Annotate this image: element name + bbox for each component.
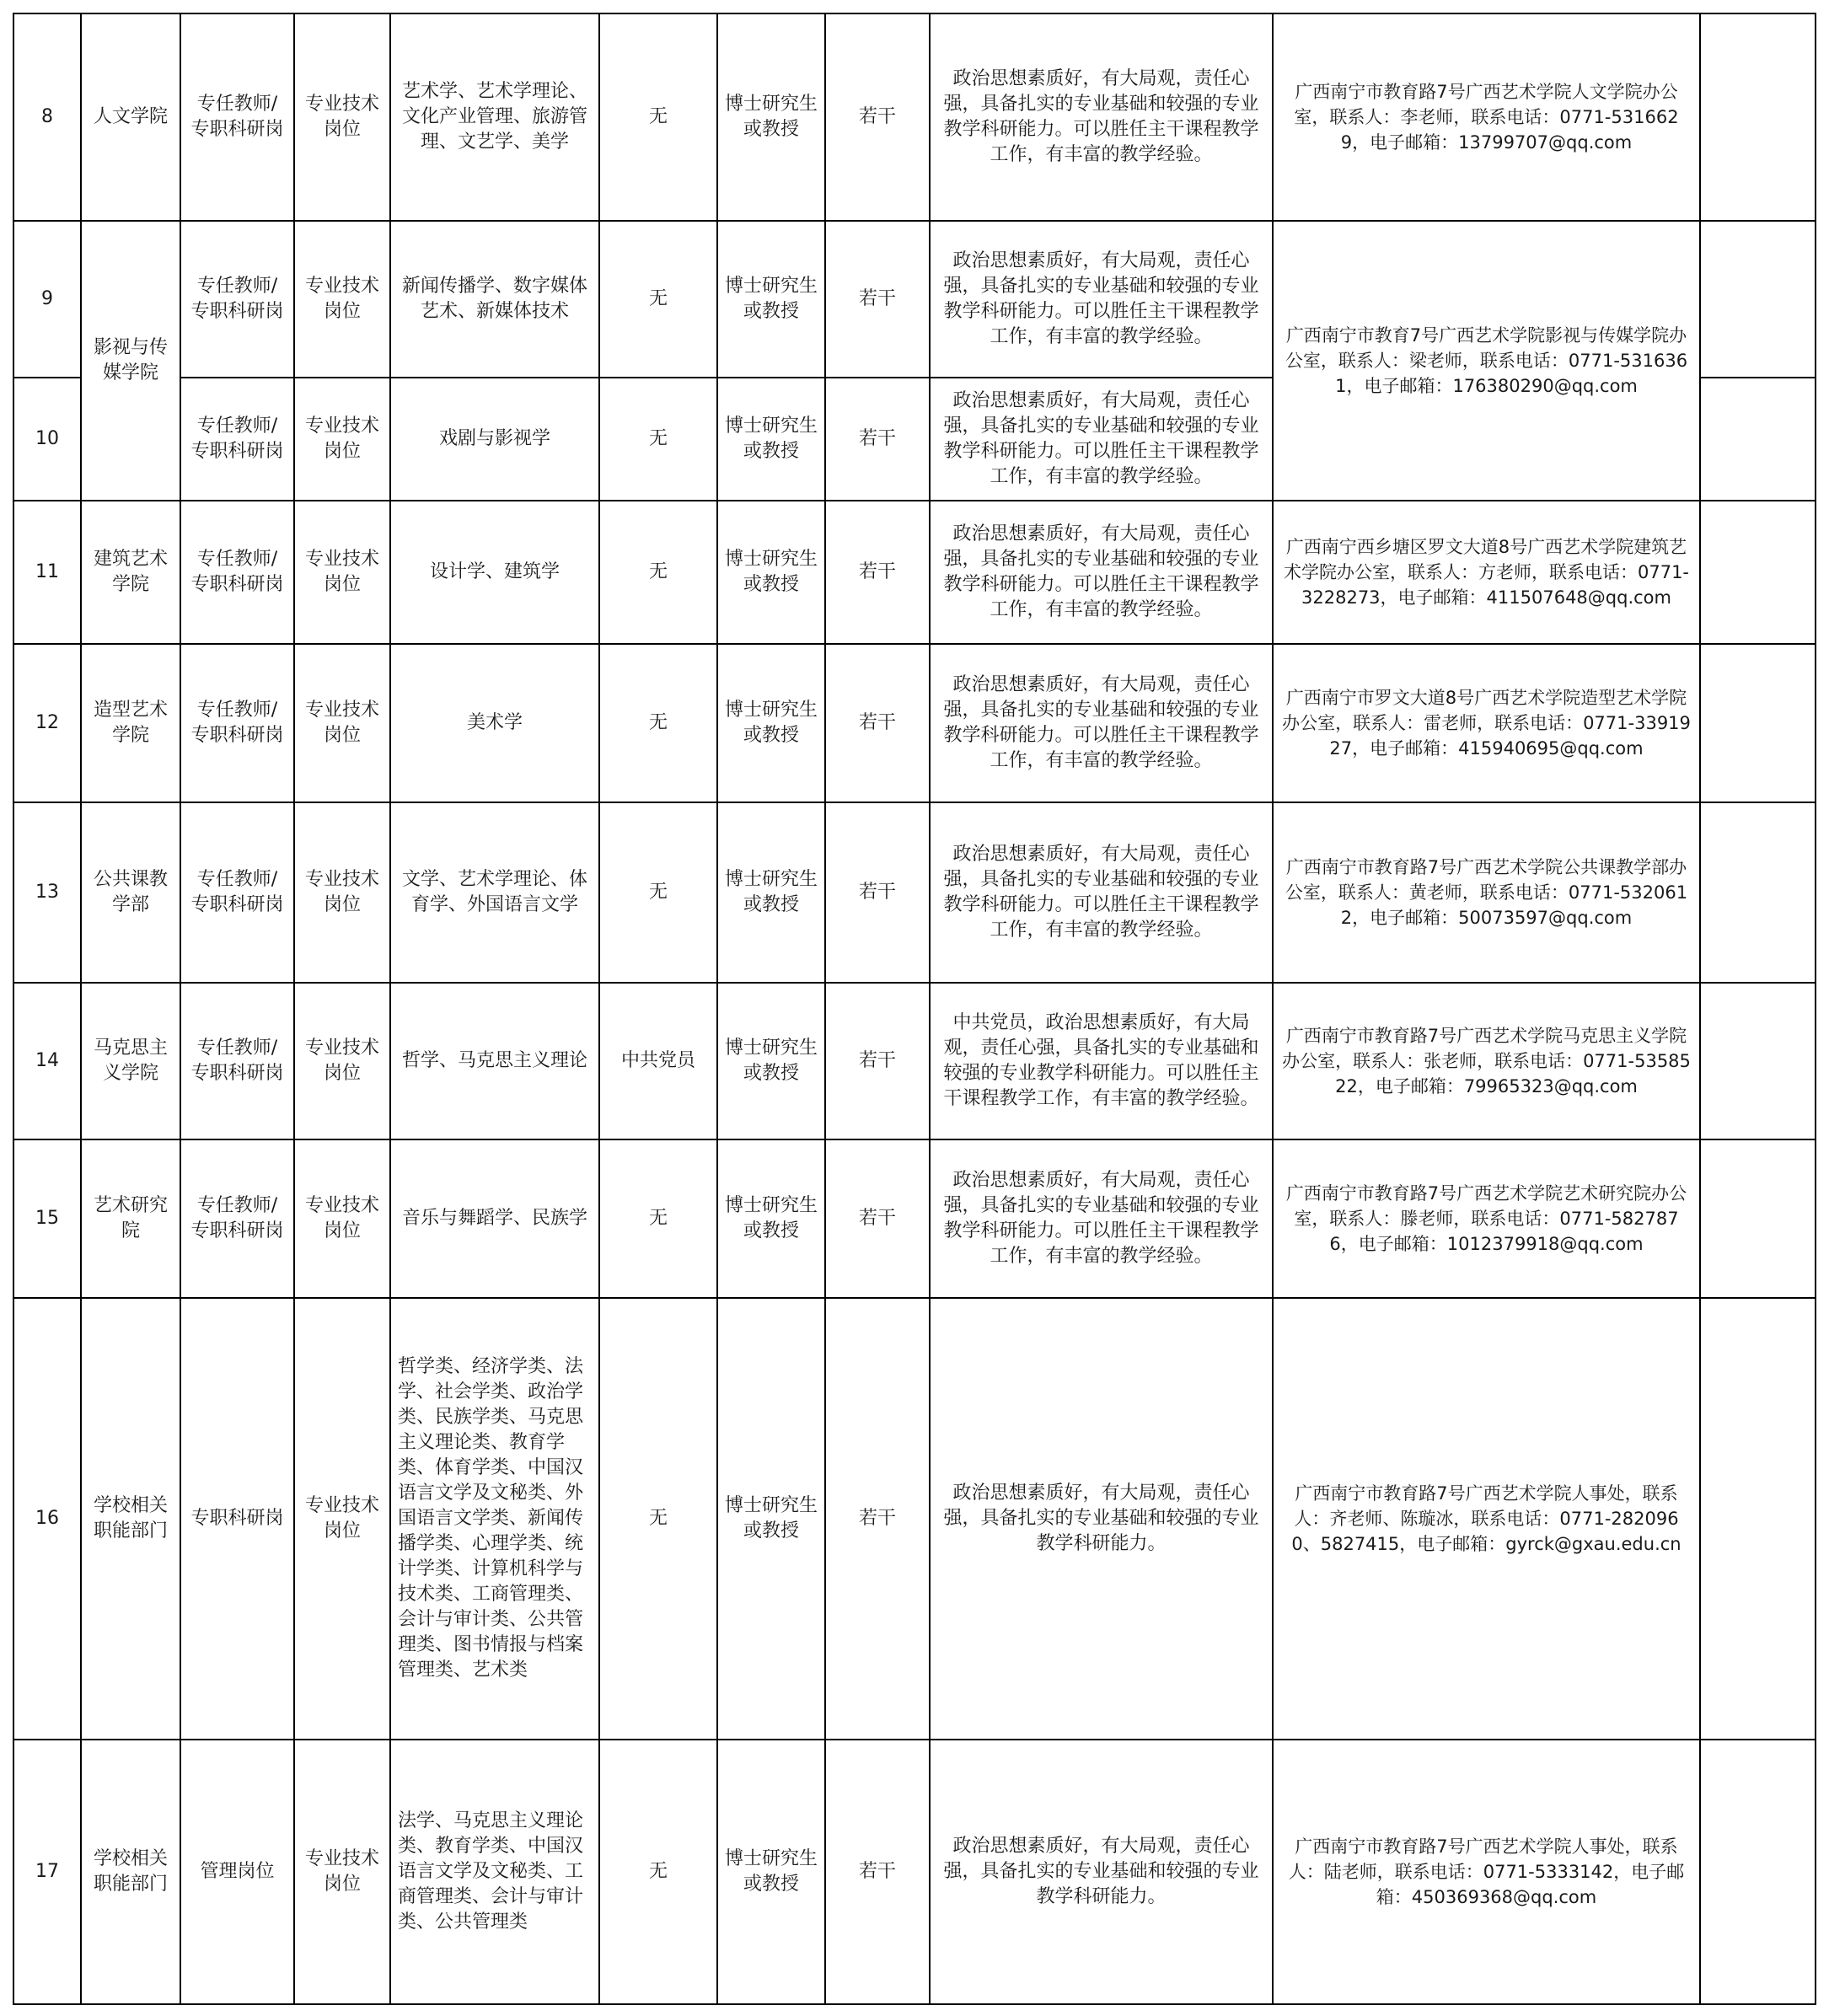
count-cell: 若干: [825, 221, 930, 378]
post-type-cell: 专业技术岗位: [294, 644, 390, 802]
post-type-cell: 专业技术岗位: [294, 1740, 390, 2004]
row-number: 8: [13, 13, 81, 221]
requirements-cell: 政治思想素质好，有大局观，责任心强，具备扎实的专业基础和较强的专业教学科研能力。可以胜任主干课程教学工作，有丰富的教学经验。: [930, 501, 1273, 644]
table-row: [13, 13, 1816, 221]
remark-cell: [1700, 13, 1816, 221]
table-row: [13, 644, 1816, 802]
post-type-cell: 专业技术岗位: [294, 1298, 390, 1740]
post-name-cell: 专任教师/专职科研岗: [180, 221, 294, 378]
recruitment-table-sheet: [13, 13, 1815, 2003]
row-number: 9: [13, 221, 81, 378]
post-name-cell: 专职科研岗: [180, 1298, 294, 1740]
count-cell: 若干: [825, 802, 930, 983]
education-cell: 博士研究生或教授: [717, 644, 825, 802]
row-number: 15: [13, 1139, 81, 1298]
remark-cell: [1700, 1139, 1816, 1298]
requirements-cell: 政治思想素质好，有大局观，责任心强，具备扎实的专业基础和较强的专业教学科研能力。: [930, 1298, 1273, 1740]
major-cell: 音乐与舞蹈学、民族学: [390, 1139, 599, 1298]
political-cell: 无: [599, 13, 717, 221]
contact-cell: 广西南宁市教育路7号广西艺术学院人事处，联系人：齐老师、陈璇冰，联系电话：0771-2820960、5827415，电子邮箱：gyrck@gxau.edu.cn: [1273, 1298, 1700, 1740]
unit-cell: 马克思主义学院: [81, 983, 180, 1139]
political-cell: 无: [599, 802, 717, 983]
major-cell: 艺术学、艺术学理论、文化产业管理、旅游管理、文艺学、美学: [390, 13, 599, 221]
count-cell: 若干: [825, 1740, 930, 2004]
post-type-cell: 专业技术岗位: [294, 221, 390, 378]
contact-cell: 广西南宁市教育路7号广西艺术学院艺术研究院办公室，联系人：滕老师，联系电话：0771-5827876，电子邮箱：1012379918@qq.com: [1273, 1139, 1700, 1298]
remark-cell: [1700, 983, 1816, 1139]
count-cell: 若干: [825, 1139, 930, 1298]
post-name-cell: 专任教师/专职科研岗: [180, 802, 294, 983]
contact-cell: 广西南宁市教育路7号广西艺术学院公共课教学部办公室，联系人：黄老师，联系电话：0771-5320612，电子邮箱：50073597@qq.com: [1273, 802, 1700, 983]
contact-cell: 广西南宁西乡塘区罗文大道8号广西艺术学院建筑艺术学院办公室，联系人：方老师，联系电话：0771-3228273，电子邮箱：411507648@qq.com: [1273, 501, 1700, 644]
political-cell: 无: [599, 378, 717, 501]
contact-cell: 广西南宁市教育7号广西艺术学院影视与传媒学院办公室，联系人：梁老师，联系电话：0771-5316361，电子邮箱：176380290@qq.com: [1273, 221, 1700, 501]
unit-cell: 艺术研究院: [81, 1139, 180, 1298]
count-cell: 若干: [825, 378, 930, 501]
table-row: [13, 1740, 1816, 2004]
contact-cell: 广西南宁市教育路7号广西艺术学院人文学院办公室，联系人：李老师，联系电话：0771-5316629，电子邮箱：13799707@qq.com: [1273, 13, 1700, 221]
unit-cell: 建筑艺术学院: [81, 501, 180, 644]
education-cell: 博士研究生或教授: [717, 983, 825, 1139]
remark-cell: [1700, 802, 1816, 983]
education-cell: 博士研究生或教授: [717, 221, 825, 378]
requirements-cell: 中共党员，政治思想素质好，有大局观，责任心强，具备扎实的专业基础和较强的专业教学科研能力。可以胜任主干课程教学工作，有丰富的教学经验。: [930, 983, 1273, 1139]
unit-cell: 公共课教学部: [81, 802, 180, 983]
unit-cell: 学校相关职能部门: [81, 1740, 180, 2004]
post-type-cell: 专业技术岗位: [294, 1139, 390, 1298]
political-cell: 无: [599, 501, 717, 644]
political-cell: 无: [599, 1139, 717, 1298]
remark-cell: [1700, 1740, 1816, 2004]
unit-cell: 学校相关职能部门: [81, 1298, 180, 1740]
count-cell: 若干: [825, 501, 930, 644]
table-row: [13, 1139, 1816, 1298]
remark-cell: [1700, 644, 1816, 802]
post-name-cell: 专任教师/专职科研岗: [180, 1139, 294, 1298]
post-type-cell: 专业技术岗位: [294, 13, 390, 221]
political-cell: 无: [599, 644, 717, 802]
major-cell: 新闻传播学、数字媒体艺术、新媒体技术: [390, 221, 599, 378]
post-name-cell: 专任教师/专职科研岗: [180, 644, 294, 802]
post-type-cell: 专业技术岗位: [294, 983, 390, 1139]
education-cell: 博士研究生或教授: [717, 501, 825, 644]
post-name-cell: 专任教师/专职科研岗: [180, 983, 294, 1139]
education-cell: 博士研究生或教授: [717, 802, 825, 983]
political-cell: 无: [599, 1740, 717, 2004]
remark-cell: [1700, 501, 1816, 644]
row-number: 16: [13, 1298, 81, 1740]
count-cell: 若干: [825, 1298, 930, 1740]
table-row: [13, 983, 1816, 1139]
unit-cell: 造型艺术学院: [81, 644, 180, 802]
row-number: 11: [13, 501, 81, 644]
requirements-cell: 政治思想素质好，有大局观，责任心强，具备扎实的专业基础和较强的专业教学科研能力。可以胜任主干课程教学工作，有丰富的教学经验。: [930, 378, 1273, 501]
table-row: [13, 221, 1816, 378]
count-cell: 若干: [825, 644, 930, 802]
political-cell: 中共党员: [599, 983, 717, 1139]
political-cell: 无: [599, 1298, 717, 1740]
row-number: 14: [13, 983, 81, 1139]
contact-cell: 广西南宁市罗文大道8号广西艺术学院造型艺术学院办公室，联系人：雷老师，联系电话：0771-3391927，电子邮箱：415940695@qq.com: [1273, 644, 1700, 802]
remark-cell: [1700, 378, 1816, 501]
requirements-cell: 政治思想素质好，有大局观，责任心强，具备扎实的专业基础和较强的专业教学科研能力。: [930, 1740, 1273, 2004]
post-type-cell: 专业技术岗位: [294, 501, 390, 644]
political-cell: 无: [599, 221, 717, 378]
table-row: [13, 1298, 1816, 1740]
count-cell: 若干: [825, 13, 930, 221]
row-number: 12: [13, 644, 81, 802]
remark-cell: [1700, 1298, 1816, 1740]
count-cell: 若干: [825, 983, 930, 1139]
requirements-cell: 政治思想素质好，有大局观，责任心强，具备扎实的专业基础和较强的专业教学科研能力。可以胜任主干课程教学工作，有丰富的教学经验。: [930, 13, 1273, 221]
education-cell: 博士研究生或教授: [717, 378, 825, 501]
requirements-cell: 政治思想素质好，有大局观，责任心强，具备扎实的专业基础和较强的专业教学科研能力。可以胜任主干课程教学工作，有丰富的教学经验。: [930, 1139, 1273, 1298]
table-row: [13, 501, 1816, 644]
contact-cell: 广西南宁市教育路7号广西艺术学院马克思主义学院办公室，联系人：张老师，联系电话：0771-5358522，电子邮箱：79965323@qq.com: [1273, 983, 1700, 1139]
recruitment-table: [13, 13, 1816, 2005]
requirements-cell: 政治思想素质好，有大局观，责任心强，具备扎实的专业基础和较强的专业教学科研能力。可以胜任主干课程教学工作，有丰富的教学经验。: [930, 221, 1273, 378]
requirements-cell: 政治思想素质好，有大局观，责任心强，具备扎实的专业基础和较强的专业教学科研能力。可以胜任主干课程教学工作，有丰富的教学经验。: [930, 802, 1273, 983]
row-number: 13: [13, 802, 81, 983]
education-cell: 博士研究生或教授: [717, 1298, 825, 1740]
table-row: [13, 802, 1816, 983]
major-cell: 设计学、建筑学: [390, 501, 599, 644]
major-cell: 哲学、马克思主义理论: [390, 983, 599, 1139]
row-number: 10: [13, 378, 81, 501]
requirements-cell: 政治思想素质好，有大局观，责任心强，具备扎实的专业基础和较强的专业教学科研能力。可以胜任主干课程教学工作，有丰富的教学经验。: [930, 644, 1273, 802]
post-type-cell: 专业技术岗位: [294, 378, 390, 501]
major-cell: 法学、马克思主义理论类、教育学类、中国汉语言文学及文秘类、工商管理类、会计与审计类、公共管理类: [390, 1740, 599, 2004]
major-cell: 美术学: [390, 644, 599, 802]
unit-cell: 人文学院: [81, 13, 180, 221]
post-type-cell: 专业技术岗位: [294, 802, 390, 983]
contact-cell: 广西南宁市教育路7号广西艺术学院人事处，联系人：陆老师，联系电话：0771-5333142，电子邮箱：450369368@qq.com: [1273, 1740, 1700, 2004]
education-cell: 博士研究生或教授: [717, 1139, 825, 1298]
remark-cell: [1700, 221, 1816, 378]
major-cell: 哲学类、经济学类、法学、社会学类、政治学类、民族学类、马克思主义理论类、教育学类、体育学类、中国汉语言文学及文秘类、外国语言文学类、新闻传播学类、心理学类、统计学类、计算机科学与技术类、工商管理类、会计与审计类、公共管理类、图书情报与档案管理类、艺术类: [390, 1298, 599, 1740]
unit-cell: 影视与传媒学院: [81, 221, 180, 501]
education-cell: 博士研究生或教授: [717, 13, 825, 221]
row-number: 17: [13, 1740, 81, 2004]
major-cell: 戏剧与影视学: [390, 378, 599, 501]
education-cell: 博士研究生或教授: [717, 1740, 825, 2004]
post-name-cell: 专任教师/专职科研岗: [180, 378, 294, 501]
post-name-cell: 专任教师/专职科研岗: [180, 501, 294, 644]
post-name-cell: 管理岗位: [180, 1740, 294, 2004]
major-cell: 文学、艺术学理论、体育学、外国语言文学: [390, 802, 599, 983]
post-name-cell: 专任教师/专职科研岗: [180, 13, 294, 221]
